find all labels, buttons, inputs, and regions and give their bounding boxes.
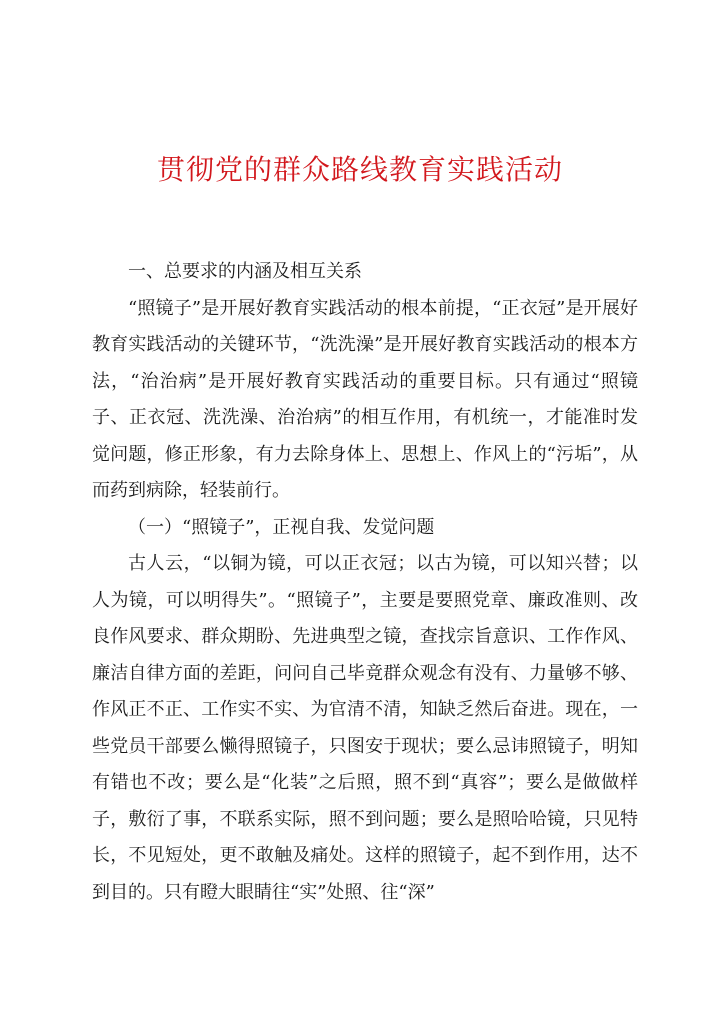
paragraph: 古人云，“以铜为镜，可以正衣冠；以古为镜，可以知兴替；以人为镜，可以明得失”。“照镜子”，主要是要照党章、廉政准则、改良作风要求、群众期盼、先进典型之镜，查找宗旨意识、工作作风、廉洁自律方面的差距，问问自己毕竟群众观念有没有、力量够不够、作风正不正、工作实不实、为官清不清，知缺乏然后奋进。现在，一些党员干部要么懒得照镜子，只图安于现状；要么忌讳照镜子，明知有错也不改；要么是“化装”之后照，照不到“真容”；要么是做做样子，敷衍了事，不联系实际，照不到问题；要么是照哈哈镜，只见特长，不见短处，更不敢触及痛处。这样的照镜子，起不到作用，达不到目的。只有瞪大眼睛往“实”处照、往“深” [92, 553, 638, 903]
document-body [92, 254, 638, 911]
paragraph: “照镜子”是开展好教育实践活动的根本前提，“正衣冠”是开展好教育实践活动的关键环节，“洗洗澡”是开展好教育实践活动的根本方法，“治治病”是开展好教育实践活动的重要目标。只有通过“照镜子、正衣冠、洗洗澡、治治病”的相互作用，有机统一，才能准时发觉问题，修正形象，有力去除身体上、思想上、作风上的“污垢”，从而药到病除，轻装前行。 [92, 297, 638, 501]
subsection-heading: （一）“照镜子”，正视自我、发觉问题 [128, 516, 435, 538]
document-title: 贯彻党的群众路线教育实践活动 [156, 153, 563, 186]
section-heading: 一、总要求的内涵及相互关系 [128, 261, 362, 282]
